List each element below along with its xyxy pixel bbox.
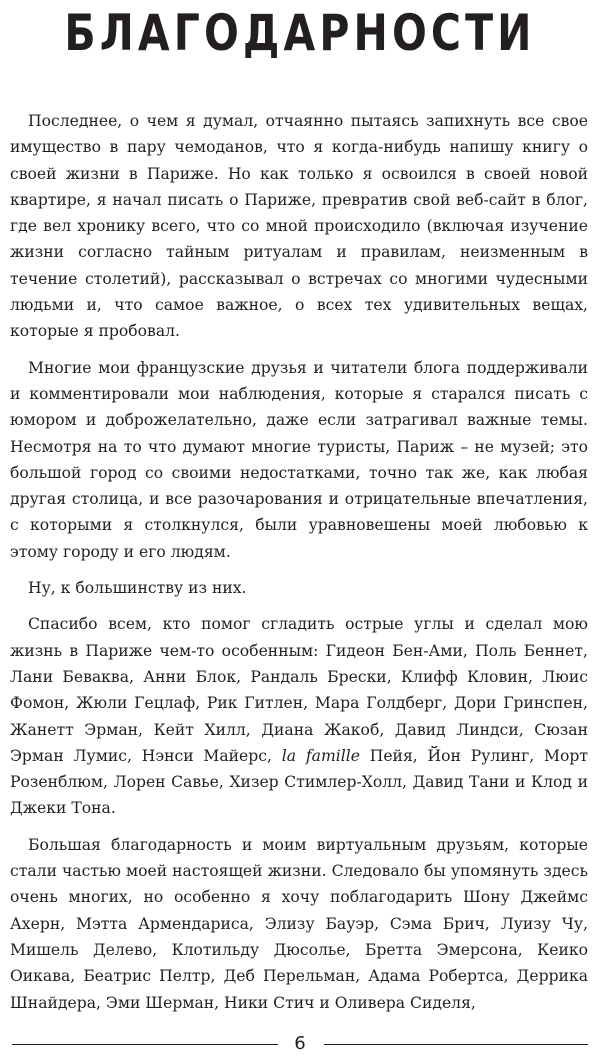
thanks-text-before: Спасибо всем, кто помог сгладить острые углы и сделал мою жизнь в Париже чем-то особенным: Гидеон Бен-Ами, Поль Беннет, Лани Беваква, Анни Блок, Рандаль Брески, Клифф Кловин, Люис Фомон, Жюли Гецлаф, Рик Гитлен, Мара Голдберг, Дори Гринспен, Жанетт Эрман, Кейт Хилл, Диана Жакоб, Давид Линдси, Сюзан Эрман Лумис, Нэнси Майерс,	[10, 615, 588, 765]
paragraph: Многие мои французские друзья и читатели блога поддерживали и комментировали мои наблюдения, которые я старался писать с юмором и доброжелательно, даже если затрагивал важные темы. Несмотря на то что думают многие туристы, Париж – не музей; это большой город со своими недостатками, точно так же, как любая другая столица, и все разочарования и отрицательные впечатления, с которыми я столкнулся, были уравновешены моей любовью к этому городу и его людям.	[10, 358, 588, 561]
footer-rule-right	[324, 1044, 588, 1045]
footer-rule-left	[12, 1044, 278, 1045]
page-footer	[0, 1030, 600, 1060]
page-title: БЛАГОДАРНОСТИ	[64, 4, 536, 62]
body-text	[10, 108, 588, 1016]
thanks-text-after: Пейя, Йон Рулинг, Морт Розенблюм, Лорен Савье, Хизер Стимлер-Холл, Давид Тани и Клод и Джеки Тона.	[10, 746, 588, 818]
paragraph: Последнее, о чем я думал, отчаянно пытаясь запихнуть все свое имущество в пару чемоданов, что я когда-нибудь напишу книгу о своей жизни в Париже. Но как только я освоился в своей новой квартире, я начал писать о Париже, превратив свой веб-сайт в блог, где вел хронику всего, что со мной происходило (включая изучение жизни согласно тайным ритуалам и правилам, неизменным в течение столетий), рассказывал о встречах со многими чудесными людьми и, что самое важное, о всех тех удивительных вещах, которые я пробовал.	[10, 112, 588, 341]
page-number: 6	[294, 1033, 306, 1054]
paragraph: Ну, к большинству из них.	[28, 579, 247, 598]
italic-phrase: la famille	[281, 746, 360, 765]
paragraph: Большая благодарность и моим виртуальным друзьям, которые стали частью моей настоящей жизни. Следовало бы упомянуть здесь очень многих, но особенно я хочу поблагодарить Шону Джеймс Ахерн, Мэтта Армендариса, Элизу Бауэр, Сэма Брич, Луизу Чу, Мишель Делево, Клотильду Дюсолье, Бретта Эмерсона, Кеико Оикава, Беатрис Пелтр, Деб Перельман, Адама Робертса, Деррика Шнайдера, Эми Шерман, Ники Стич и Оливера Сиделя,	[10, 835, 588, 1012]
thanks-paragraph	[10, 611, 588, 821]
